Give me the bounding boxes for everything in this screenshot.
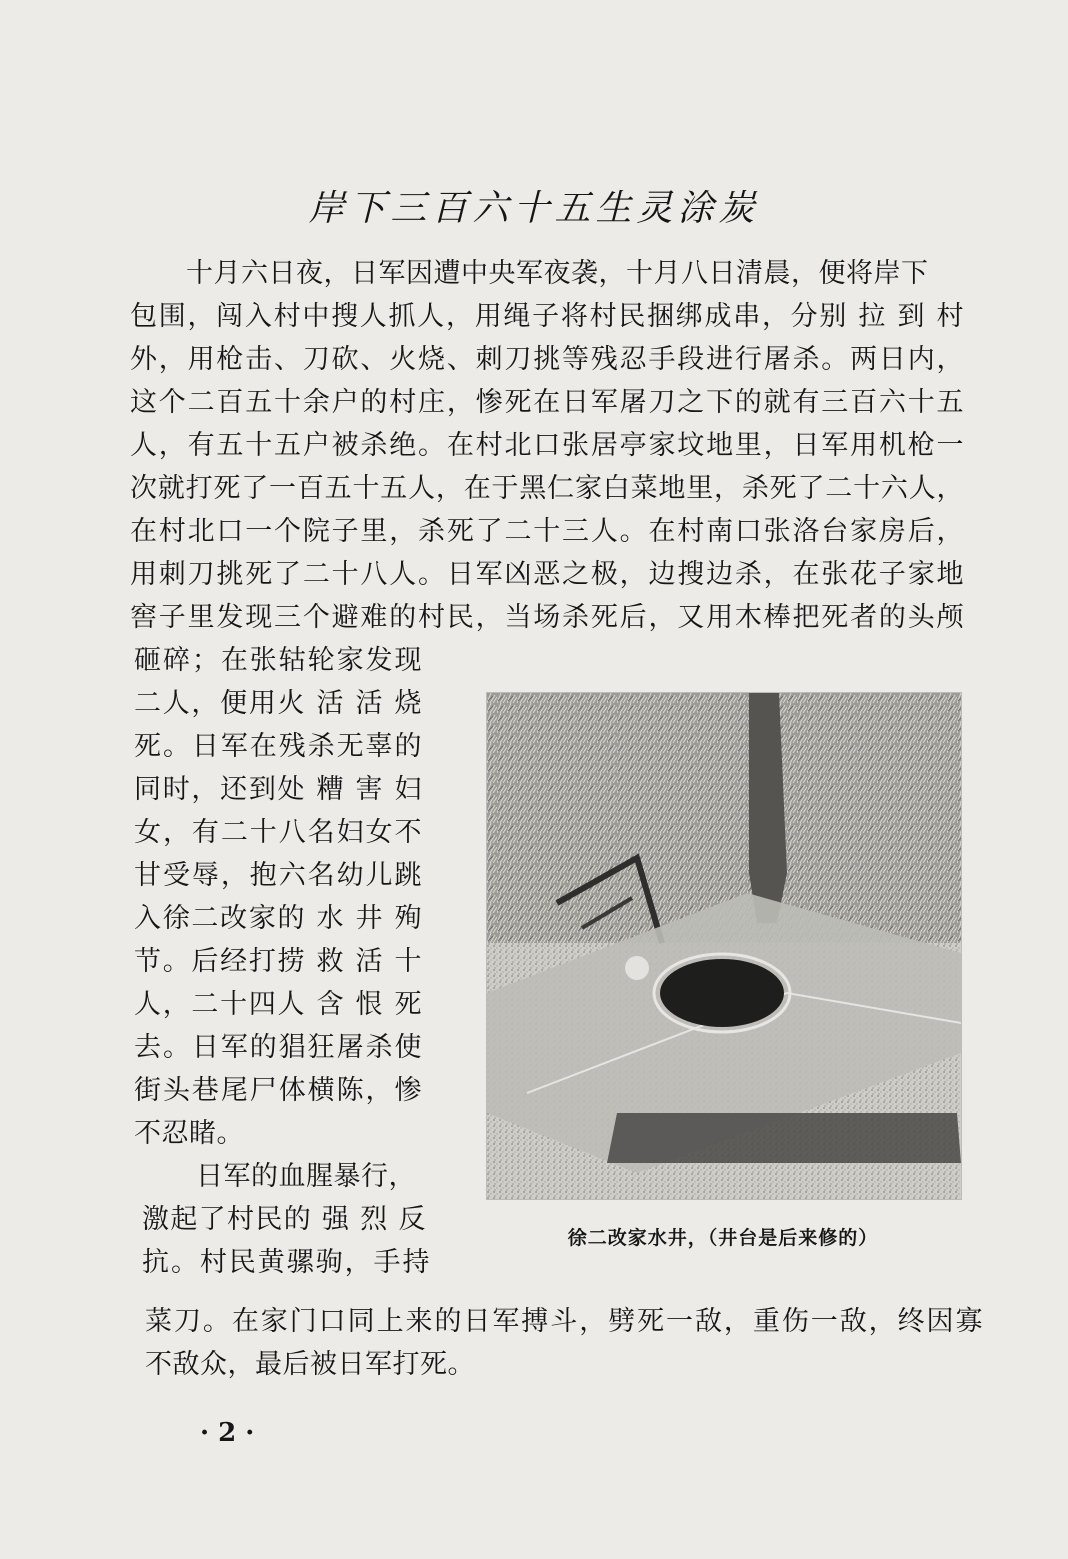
text-line: 次就打死了一百五十五人，在于黑仁家白菜地里，杀死了二十六人， xyxy=(130,473,964,504)
side-text-line: 二人，便用火 活 活 烧 xyxy=(134,688,422,719)
text-line: 人，有五十五户被杀绝。在村北口张居亭家坟地里，日军用机枪一 xyxy=(130,430,964,461)
text-line: 包围，闯入村中搜人抓人，用绳子将村民捆绑成串，分别 拉 到 村 xyxy=(130,301,964,332)
text-line: 十月六日夜，日军因遭中央军夜袭，十月八日清晨，便将岸下 xyxy=(186,258,929,289)
text-line: 外，用枪击、刀砍、火烧、刺刀挑等残忍手段进行屠杀。两日内， xyxy=(130,344,964,375)
side-text-line: 甘受辱，抱六名幼儿跳 xyxy=(134,860,422,891)
side-text-line: 人，二十四人 含 恨 死 xyxy=(134,989,422,1020)
text-line: 这个二百五十余户的村庄，惨死在日军屠刀之下的就有三百六十五 xyxy=(130,387,964,418)
side-text-line: 抗。村民黄骡驹，手持 xyxy=(142,1247,430,1278)
side-text-line: 同时，还到处 糟 害 妇 xyxy=(134,774,422,805)
text-line: 窖子里发现三个避难的村民，当场杀死后，又用木棒把死者的头颅 xyxy=(130,602,964,633)
text-line: 菜刀。在家门口同上来的日军搏斗，劈死一敌，重伤一敌，终因寡 xyxy=(145,1306,983,1337)
well-photo-drawing xyxy=(487,693,961,1199)
well-photo xyxy=(486,692,962,1200)
side-text-line: 砸碎；在张轱轮家发现 xyxy=(134,645,422,676)
text-line: 用刺刀挑死了二十八人。日军凶恶之极，边搜边杀，在张花子家地 xyxy=(130,559,964,590)
side-text-line: 节。后经打捞 救 活 十 xyxy=(134,946,422,977)
text-line: 在村北口一个院子里，杀死了二十三人。在村南口张洛台家房后， xyxy=(130,516,964,547)
article-title: 岸下三百六十五生灵涂炭 xyxy=(308,188,760,229)
side-text-line: 街头巷尾尸体横陈，惨 xyxy=(134,1075,422,1106)
side-text-line: 不忍睹。 xyxy=(134,1118,244,1149)
side-text-line: 激起了村民的 强 烈 反 xyxy=(142,1204,426,1235)
text-line: 不敌众，最后被日军打死。 xyxy=(145,1349,475,1380)
photo-caption: 徐二改家水井，（井台是后来修的） xyxy=(567,1227,879,1249)
side-text-line: 入徐二改家的 水 井 殉 xyxy=(134,903,422,934)
side-text-line: 去。日军的猖狂屠杀使 xyxy=(134,1032,422,1063)
side-text-line: 日军的血腥暴行， xyxy=(196,1161,416,1192)
page-number: · 2 · xyxy=(200,1418,255,1448)
side-text-line: 女，有二十八名妇女不 xyxy=(134,817,422,848)
side-text-line: 死。日军在残杀无辜的 xyxy=(134,731,422,762)
